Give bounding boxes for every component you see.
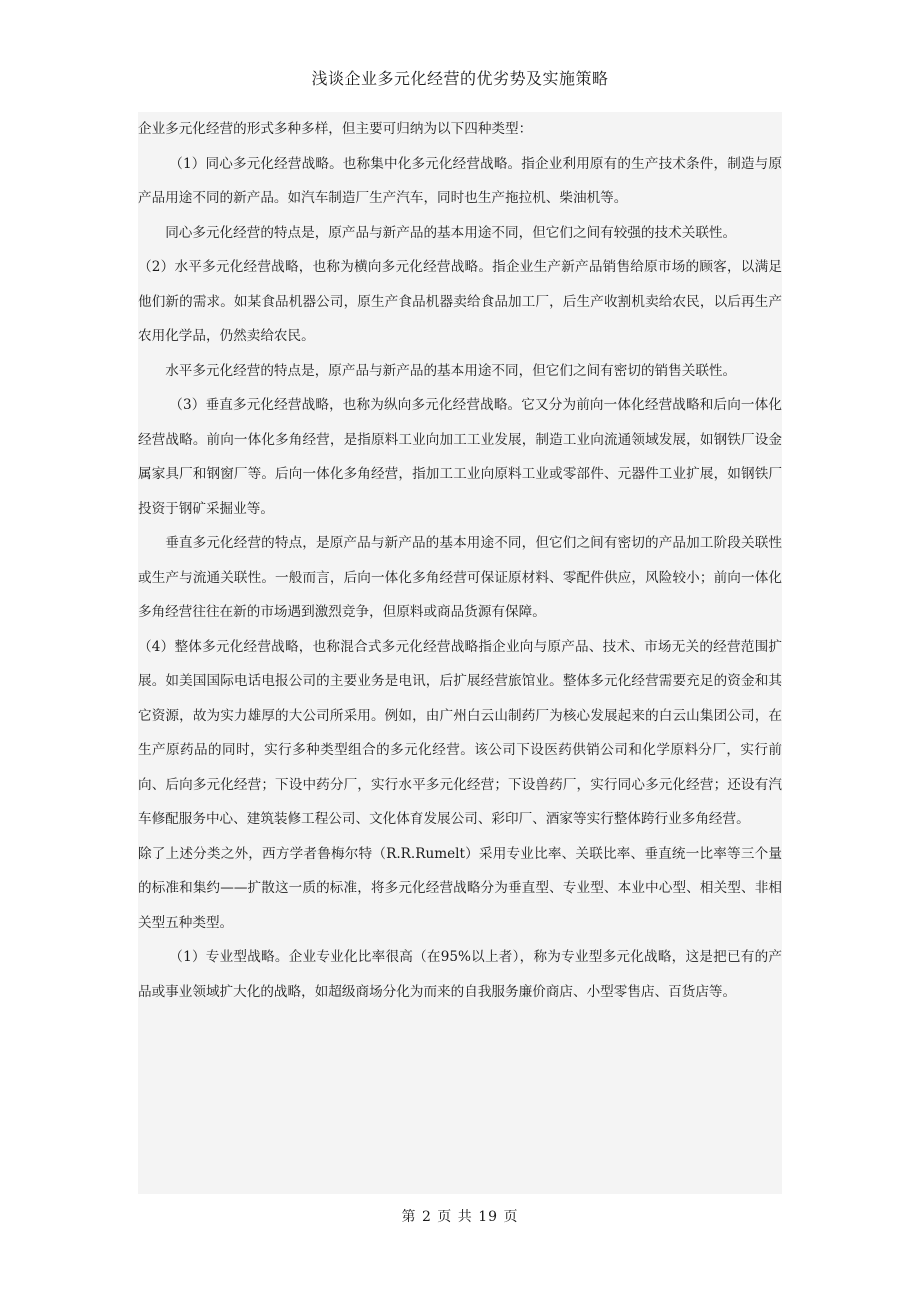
paragraph-horizontal: （2）水平多元化经营战略，也称为横向多元化经营战略。指企业生产新产品销售给原市场的顾客，以满足他们新的需求。如某食品机器公司，原生产食品机器卖给食品加工厂，后生产收割机卖给农民，以后再生产农用化学品，仍然卖给农民。 xyxy=(138,259,782,344)
page-number: 第 2 页 共 19 页 xyxy=(401,1209,519,1225)
document-body xyxy=(138,112,782,1194)
paragraph-concentric-feature: 同心多元化经营的特点是，原产品与新产品的基本用途不同，但它们之间有较强的技术关联性。 xyxy=(165,224,737,241)
paragraph-vertical: （3）垂直多元化经营战略，也称为纵向多元化经营战略。它又分为前向一体化经营战略和后向一体化经营战略。前向一体化多角经营，是指原料工业向加工工业发展，制造工业向流通领域发展，如钢铁厂设金属家具厂和钢窗厂等。后向一体化多角经营，指加工工业向原料工业或零部件、元器件工业扩展，如钢铁厂投资于钢矿采掘业等。 xyxy=(138,397,782,517)
paragraph-horizontal-feature: 水平多元化经营的特点是，原产品与新产品的基本用途不同，但它们之间有密切的销售关联性。 xyxy=(165,362,737,379)
page-title: 浅谈企业多元化经营的优劣势及实施策略 xyxy=(311,69,609,88)
paragraph-conglomerate: （4）整体多元化经营战略，也称混合式多元化经营战略指企业向与原产品、技术、市场无关的经营范围扩展。如美国国际电话电报公司的主要业务是电讯，后扩展经营旅馆业。整体多元化经营需要充足的资金和其它资源，故为实力雄厚的大公司所采用。例如，由广州白云山制药厂为核心发展起来的白云山集团公司，在生产原药品的同时，实行多种类型组合的多元化经营。该公司下设医药供销公司和化学原料分厂，实行前向、后向多元化经营；下设中药分厂，实行水平多元化经营；下设兽药厂，实行同心多元化经营；还设有汽车修配服务中心、建筑装修工程公司、文化体育发展公司、彩印厂、酒家等实行整体跨行业多角经营。 xyxy=(138,638,782,827)
paragraph-rumelt: 除了上述分类之外，西方学者鲁梅尔特（R.R.Rumelt）采用专业比率、关联比率、垂直统一比率等三个量的标准和集约——扩散这一质的标准，将多元化经营战略分为垂直型、专业型、本业中心型、相关型、非相关型五种类型。 xyxy=(138,845,782,931)
paragraph-specialized: （1）专业型战略。企业专业化比率很高（在95%以上者），称为专业型多元化战略，这是把已有的产品或事业领域扩大化的战略，如超级商场分化为而来的自我服务廉价商店、小型零售店、百货店等。 xyxy=(138,949,782,1000)
paragraph-intro: 企业多元化经营的形式多种多样，但主要可归纳为以下四种类型： xyxy=(138,121,533,137)
paragraph-concentric: （1）同心多元化经营战略。也称集中化多元化经营战略。指企业利用原有的生产技术条件，制造与原产品用途不同的新产品。如汽车制造厂生产汽车，同时也生产拖拉机、柴油机等。 xyxy=(138,155,782,206)
paragraph-vertical-feature: 垂直多元化经营的特点，是原产品与新产品的基本用途不同，但它们之间有密切的产品加工阶段关联性或生产与流通关联性。一般而言，后向一体化多角经营可保证原材料、零配件供应，风险较小；前向一体化多角经营往往在新的市场遇到激烈竞争，但原料或商品货源有保障。 xyxy=(138,535,782,620)
